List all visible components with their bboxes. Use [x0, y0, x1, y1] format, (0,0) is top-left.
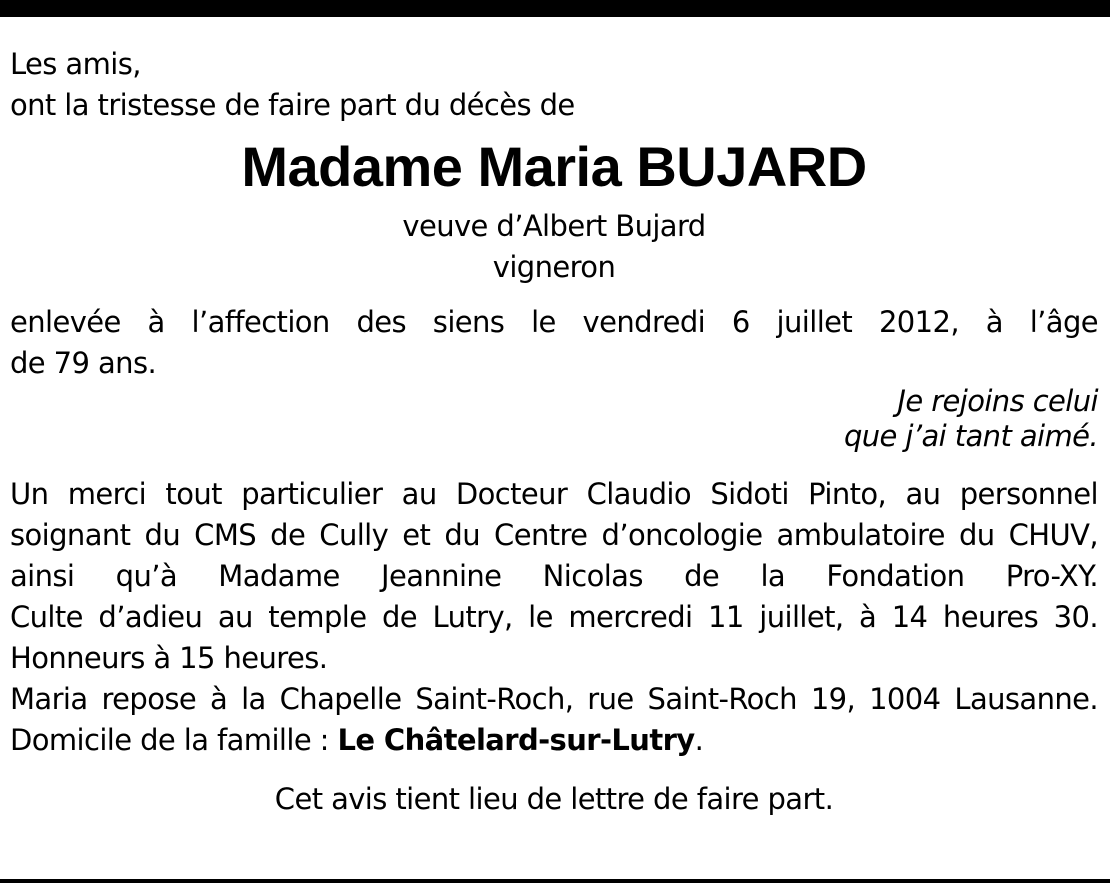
domicile-label: Domicile de la famille : [10, 723, 338, 757]
quote-line-1: Je rejoins celui [897, 384, 1098, 418]
bottom-border [0, 879, 1110, 883]
intro-text-2: ont la tristesse de faire part du décès de [10, 88, 575, 122]
thanks-line-3: ainsi qu’à Madame Jeannine Nicolas de la Fondation Pro-XY. [10, 559, 1098, 593]
family-domicile [10, 720, 1098, 761]
death-announcement: enlevée à l’affection des siens le vendredi 6 juillet 2012, à l’âge [10, 305, 1098, 339]
domicile-period: . [694, 723, 704, 757]
thanks-line-2: soignant du CMS de Cully et du Centre d’oncologie ambulatoire du CHUV, [10, 518, 1098, 552]
occupation: vigneron [492, 250, 616, 284]
closing-statement: Cet avis tient lieu de lettre de faire part. [274, 782, 834, 816]
deceased-name: Madame Maria BUJARD [241, 135, 867, 198]
service-line-2: Honneurs à 15 heures. [10, 641, 328, 675]
service-line-1: Culte d’adieu au temple de Lutry, le mercredi 11 juillet, à 14 heures 30. [10, 600, 1098, 634]
quote-line-2: que j’ai tant aimé. [843, 419, 1098, 453]
age-text: de 79 ans. [10, 346, 157, 380]
thanks-line-1: Un merci tout particulier au Docteur Claudio Sidoti Pinto, au personnel [10, 477, 1098, 511]
widow-of: veuve d’Albert Bujard [402, 209, 706, 243]
obituary-notice [10, 44, 1098, 820]
rest-location: Maria repose à la Chapelle Saint-Roch, rue Saint-Roch 19, 1004 Lausanne. [10, 682, 1098, 716]
domicile-place: Le Châtelard-sur-Lutry [337, 723, 695, 757]
top-border [0, 0, 1110, 17]
intro-text: Les amis, [10, 47, 141, 81]
